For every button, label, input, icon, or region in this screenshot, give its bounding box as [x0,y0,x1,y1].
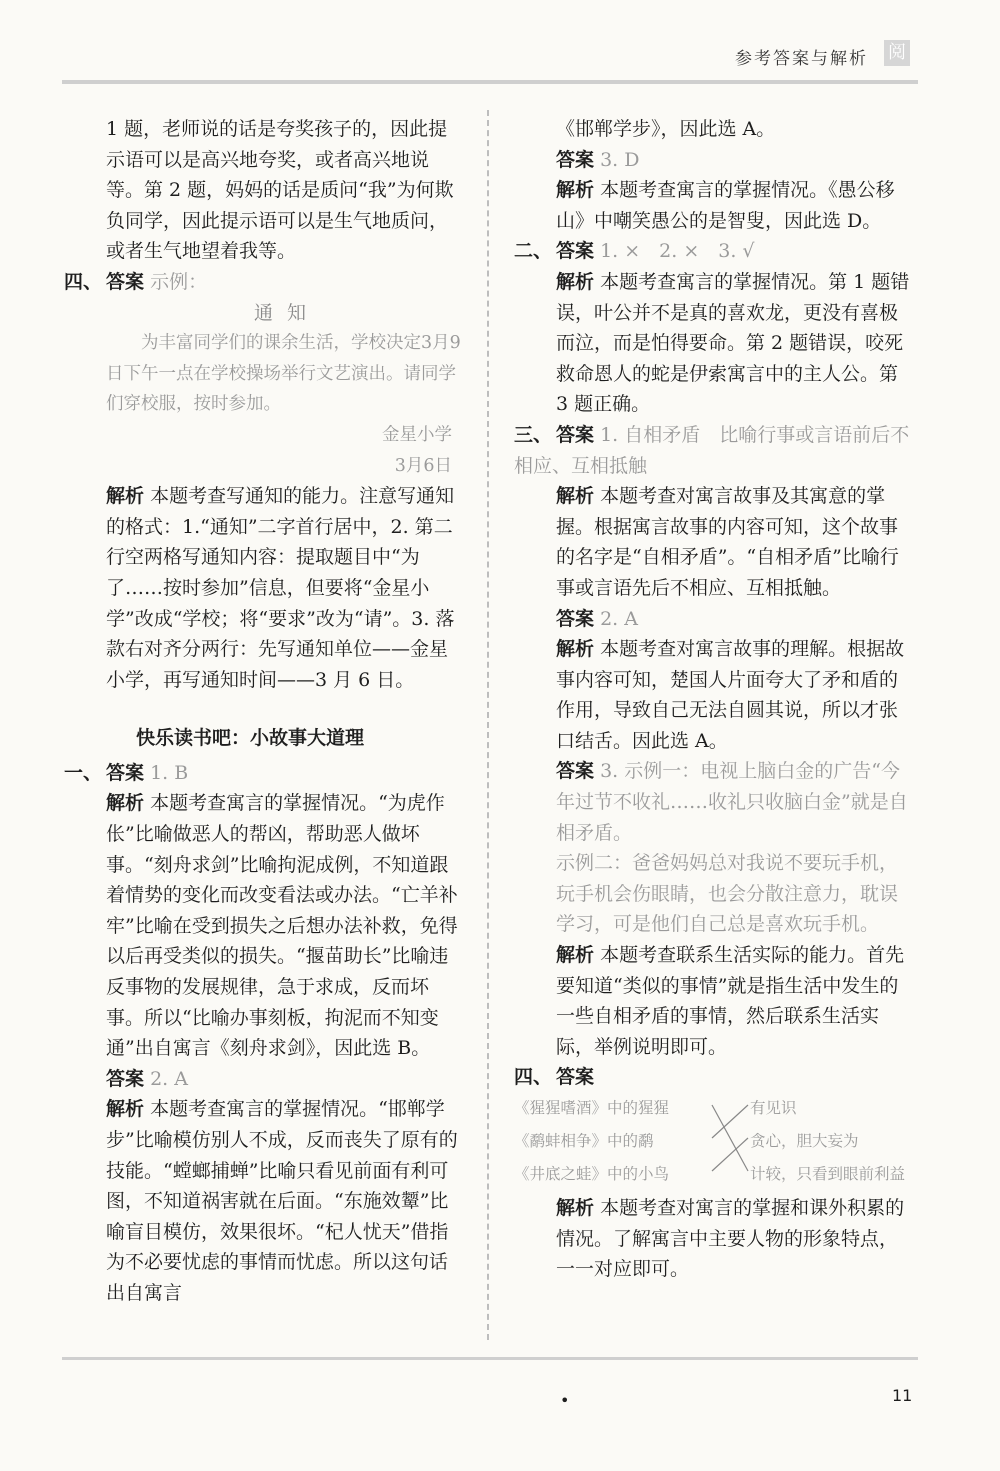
answer [514,756,916,848]
match-right-item: 有见识 [750,1099,797,1117]
analysis-label: 解析 [556,944,595,967]
answer [514,145,916,176]
paragraph: 《邯郸学步》，因此选 A。 [556,118,776,140]
match-right-item: 贪心，胆大妄为 [750,1132,859,1150]
match-left-item: 《井底之蛙》中的小鸟 [514,1165,670,1183]
example-2: 示例二：爸爸妈妈总对我说不要玩手机，玩手机会伤眼睛，也会分散注意力，耽误学习，可是他们自己总是喜欢玩手机。 [556,852,899,936]
matching-lines [710,1093,750,1185]
section-number: 四、 [64,270,103,293]
analysis-text: 本题考查对寓言的掌握和课外积累的情况。了解寓言中主要人物的形象特点，一一对应即可。 [556,1197,905,1281]
matching-answer [514,1093,916,1193]
analysis-label: 解析 [106,1098,145,1121]
answer-label: 答案 [556,240,595,263]
section-3-heading [514,420,916,481]
answer [514,604,916,635]
answer-label: 答案 [556,760,595,783]
analysis-text: 本题考查对寓言故事及其寓意的掌握。根据寓言故事的内容可知，这个故事的名字是“自相矛盾”。“自相矛盾”比喻行事或言语先后不相应、互相抵触。 [556,485,899,599]
analysis [64,788,464,1063]
analysis-text: 本题考查写通知的能力。注意写通知的格式：1.“通知”二字首行居中，2. 第二行空两格写通知内容：提取题目中“为了……按时参加”信息，但要将“金星小学”改成“学校；将“要求”改为“请”。3. 落款右对齐分两行：先写通知单位——金星小学，再写通知时间——3 月 6 日。 [106,485,455,691]
answer-label: 答案 [106,1067,145,1090]
section-number: 四、 [514,1066,553,1089]
match-left-item: 《鹬蚌相争》中的鹬 [514,1132,654,1150]
analysis-label: 解析 [556,179,595,202]
analysis-label: 解析 [106,485,145,508]
answer-value: 1. × 2. × 3. √ [600,240,755,263]
left-column [64,114,464,1309]
answer-label: 答案 [556,148,595,171]
subsection-heading: 快乐读书吧：小故事大道理 [136,727,365,750]
analysis-text: 本题考查对寓言故事的理解。根据故事内容可知，楚国人片面夸大了矛和盾的作用，导致自己无法自圆其说，所以才张口结舌。因此选 A。 [556,638,905,752]
analysis [514,481,916,603]
match-left-item: 《猩猩嗜酒》中的猩猩 [514,1099,670,1117]
analysis [514,1193,916,1285]
answer-value: 1. 自相矛盾 比喻行事或言语前后不相应、互相抵触 [514,423,910,477]
page-number: 11 [892,1386,913,1405]
analysis-text: 本题考查寓言的掌握情况。“为虎作伥”比喻做恶人的帮凶，帮助恶人做坏事。“刻舟求剑”比喻拘泥成例，不知道跟着情势的变化而改变看法或办法。“亡羊补牢”比喻在受到损失之后想办法补救，免得以后再受类似的损失。“揠苗助长”比喻违反事物的发展规律，急于求成，反而坏事。所以“比喻办事刻板，拘泥而不知变通”出自寓言《刻舟求剑》，因此选 B。 [106,792,458,1060]
analysis-text: 本题考查寓言的掌握情况。第 1 题错误，叶公并不是真的喜欢龙，更没有喜极而泣，而是怕得要命。第 2 题错误，咬死救命恩人的蛇是伊索寓言中的主人公。第 3 题正确。 [556,270,910,416]
right-column [514,114,916,1285]
analysis [514,634,916,756]
header-mark: 阅 [884,40,910,66]
header-rule [62,80,918,84]
section-number: 一、 [64,761,103,784]
paragraph: 1 题，老师说的话是夸奖孩子的，因此提示语可以是高兴地夸奖，或者高兴地说等。第 2 题，妈妈的话是质问“我”为何欺负同学，因此提示语可以是生气地质问，或者生气地望着我等。 [106,118,454,263]
analysis [514,175,916,236]
footer-rule [62,1357,918,1360]
analysis-text: 本题考查联系生活实际的能力。首先要知道“类似的事情”就是指生活中发生的一些自相矛盾的事情，然后联系生活实际，举例说明即可。 [556,944,905,1058]
example-label: 示例： [150,270,208,293]
answer-value: 2. A [150,1067,188,1090]
header-title: 参考答案与解析 [735,49,868,69]
footer-dot: • [560,1391,570,1410]
notice-signature: 金星小学 [382,424,452,445]
notice-date: 3月6日 [394,455,452,476]
analysis [64,481,464,695]
answer-label: 答案 [106,761,145,784]
section-number: 三、 [514,423,553,446]
match-line [712,1138,748,1171]
analysis-label: 解析 [556,485,595,508]
answer [64,1064,464,1095]
match-right-item: 计较，只看到眼前利益 [750,1165,906,1183]
analysis [514,940,916,1062]
analysis [64,1094,464,1308]
section-4-heading [514,1062,916,1093]
analysis-label: 解析 [556,270,595,293]
answer-value: 2. A [600,607,638,630]
answer-label: 答案 [106,270,145,293]
analysis-text: 本题考查寓言的掌握情况。《愚公移山》中嘲笑愚公的是智叟，因此选 D。 [556,179,895,232]
analysis-label: 解析 [106,792,145,815]
answer-value: 3. D [600,148,640,171]
answer-label: 答案 [556,1066,595,1089]
notice-title: 通知 [254,301,321,324]
section-4-heading [64,267,464,298]
notice-body: 为丰富同学们的课余生活，学校决定3月9日下午一点在学校操场举行文艺演出。请同学们穿校服，按时参加。 [106,333,461,415]
answer-label: 答案 [556,607,595,630]
analysis-text: 本题考查寓言的掌握情况。“邯郸学步”比喻模仿别人不成，反而丧失了原有的技能。“螳螂捕蝉”比喻只看见前面有利可图，不知道祸害就在后面。“东施效颦”比喻盲目模仿，效果很坏。“杞人忧天”借指为不必要忧虑的事情而忧虑。所以这句话出自寓言 [106,1098,458,1304]
answer-value: 1. B [150,761,189,784]
section-number: 二、 [514,240,553,263]
analysis-label: 解析 [556,638,595,661]
analysis-label: 解析 [556,1197,595,1219]
section-2-heading [514,236,916,267]
match-line [712,1105,748,1138]
section-1-heading [64,758,464,789]
column-divider [487,110,489,1340]
answer-label: 答案 [556,423,595,446]
match-line [712,1105,748,1171]
analysis [514,267,916,420]
answer-value: 3. 示例一：电视上脑白金的广告“今年过节不收礼……收礼只收脑白金”就是自相矛盾。 [556,760,908,844]
